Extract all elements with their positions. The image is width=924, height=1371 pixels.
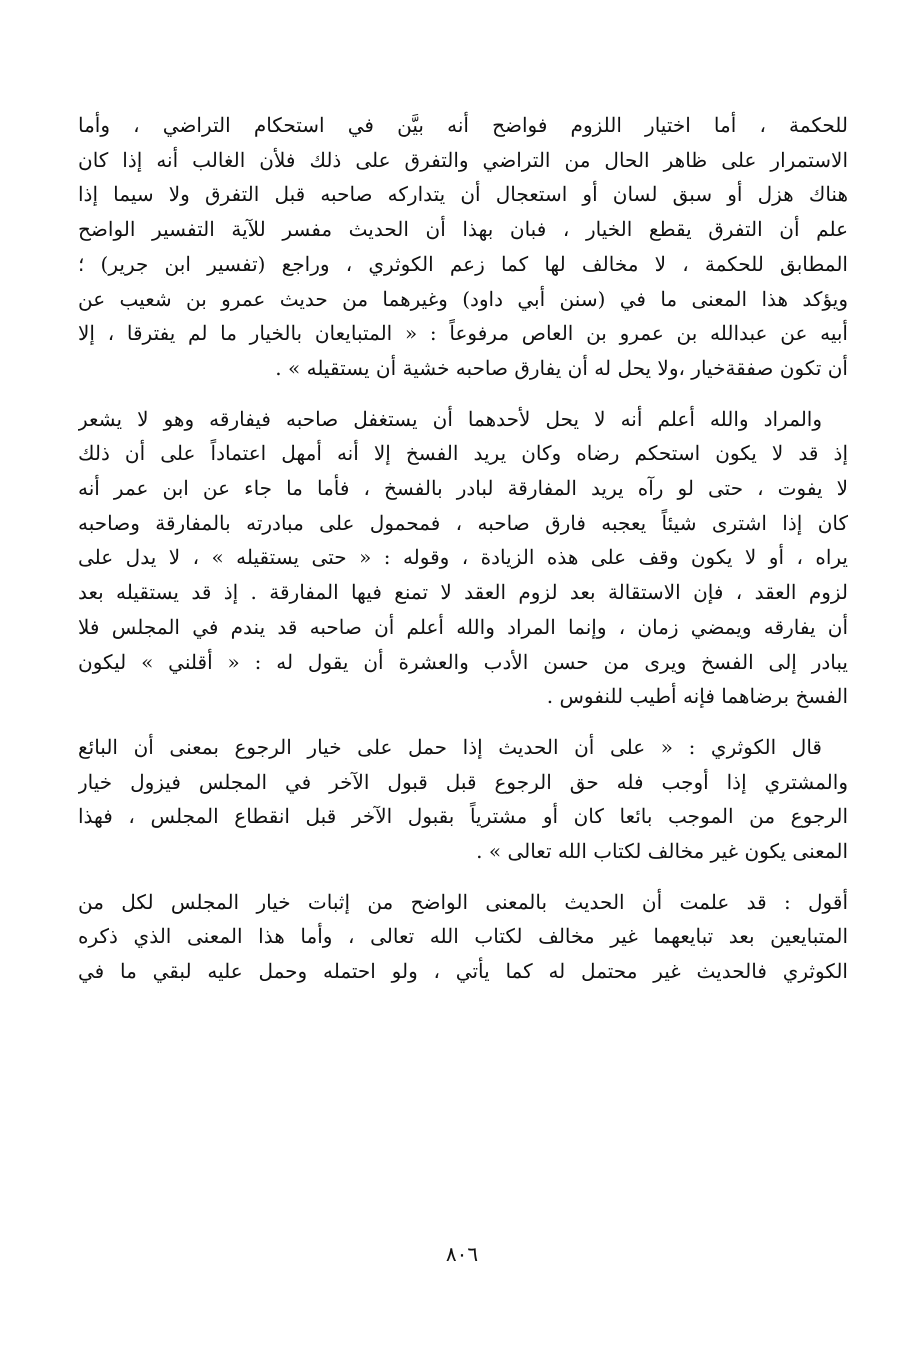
text-line: أن يفارقه ويمضي زمان ، وإنما المراد والله أعلم أن صاحبه قد يندم في المجلس فلا [78,614,848,639]
text-line: والمشتري إذا أوجب فله حق الرجوع قبل قبول الآخر في المجلس فيزول خيار [78,769,848,794]
text-line: كان إذا اشترى شيئاً يعجبه فارق صاحبه ، فمحمول على مبادرته بالمفارقة وصاحبه [78,510,848,535]
text-line: أقول : قد علمت أن الحديث بالمعنى الواضح من إثبات خيار المجلس لكل من [78,889,848,914]
text-line: علم أن التفرق يقطع الخيار ، فبان بهذا أن الحديث مفسر للآية التفسير الواضح [78,217,848,242]
text-line: لزوم العقد ، فإن الاستقالة بعد لزوم العقد لا تمنع فيها المفارقة . إذ قد يستقيله بعد [78,580,848,605]
text-line: أن تكون صفقةخيار ،ولا يحل له أن يفارق صاحبه خشية أن يستقيله » . [275,355,848,380]
text-line: ويؤكد هذا المعنى ما في (سنن أبي داود) وغيرهما من حديث عمرو بن شعيب عن [78,286,848,311]
paragraph-4 [78,885,848,989]
text-line: أبيه عن عبدالله بن عمرو بن العاص مرفوعاً : « المتبايعان بالخيار ما لم يفترقا ، إلا [78,321,848,346]
page-number: ٨٠٦ [445,1242,479,1266]
text-line: لا يفوت ، حتى لو رآه يريد المفارقة لبادر بالفسخ ، فأما ما جاء عن ابن عمر أنه [78,476,848,501]
text-line: يبادر إلى الفسخ ويرى من حسن الأدب والعشرة أن يقول له : « أقلني » ليكون [78,649,848,674]
text-line: الفسخ برضاهما فإنه أطيب للنفوس . [546,684,848,709]
text-line: الرجوع من الموجب بائعا كان أو مشترياً بقبول الآخر قبل انقطاع المجلس ، فهذا [78,804,848,829]
text-line: إذ قد لا يكون استحكم رضاه وكان يريد الفسخ إلا أنه أمهل اعتماداً على أن ذلك [78,441,848,466]
text-line: المطابق للحكمة ، لا مخالف لها كما زعم الكوثري ، وراجع (تفسير ابن جرير) ؛ [78,251,848,276]
paragraph-1 [78,108,848,386]
text-line: هناك هزل أو سبق لسان أو استعجال أن يتداركه صاحبه قبل التفرق ولا سيما إذا [78,182,848,207]
text-line: للحكمة ، أما اختيار اللزوم فواضح أنه بيَّن في استحكام التراضي ، وأما [78,113,848,137]
text-body [78,108,848,989]
text-line: المعنى يكون غير مخالف لكتاب الله تعالى » . [476,839,848,864]
text-line: الكوثري فالحديث غير محتمل له كما يأتي ، ولو احتمله وحمل عليه لبقي ما في [78,959,848,984]
text-line: يراه ، أو لا يكون وقف على هذه الزيادة ، وقوله : « حتى يستقيله » ، لا يدل على [78,545,848,570]
text-line: الاستمرار على ظاهر الحال من التراضي والتفرق على ذلك فلأن الغالب أنه إذا كان [78,147,848,172]
text-line: المتبايعين بعد تبايعهما غير مخالف لكتاب الله تعالى ، وأما هذا المعنى الذي ذكره [78,924,848,949]
paragraph-3 [78,730,848,869]
text-line: قال الكوثري : « على أن الحديث إذا حمل على خيار الرجوع بمعنى أن البائع [78,734,822,759]
paragraph-2 [78,402,848,714]
text-line: والمراد والله أعلم أنه لا يحل لأحدهما أن يستغفل صاحبه فيفارقه وهو لا يشعر [78,406,822,431]
